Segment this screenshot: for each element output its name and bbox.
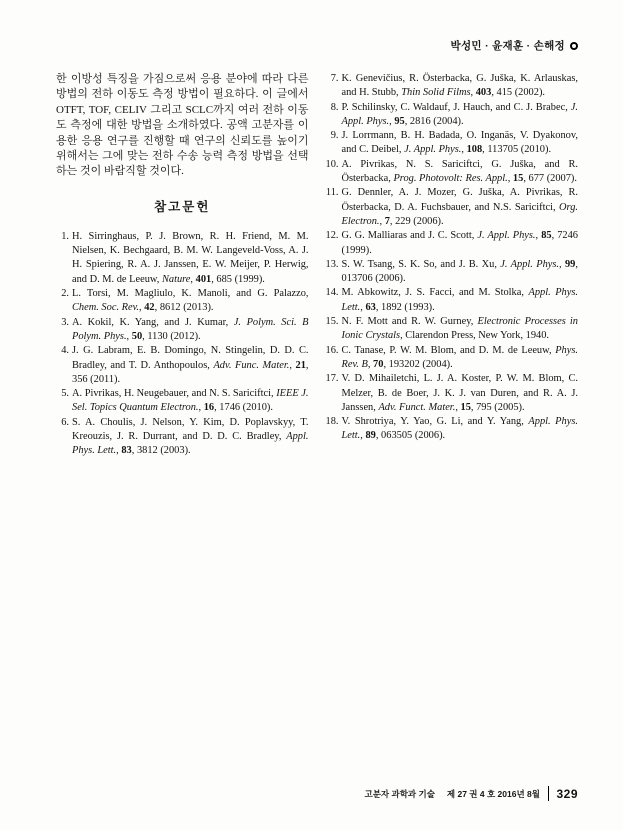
reference-text-segment: , 685 (1999).: [211, 273, 265, 285]
reference-text-segment: V. Shrotriya, Y. Yao, G. Li, and Y. Yang,: [341, 416, 529, 428]
reference-text-segment: P. Schilinsky, C. Waldauf, J. Hauch, and C. J. Brabec,: [341, 101, 571, 113]
reference-text-segment: M. Abkowitz, J. S. Facci, and M. Stolka,: [341, 287, 529, 299]
references-heading: 참고문헌: [154, 199, 211, 214]
reference-text-segment: 70: [373, 358, 384, 370]
reference-text-segment: , 356 (2011).: [72, 359, 309, 385]
reference-text-segment: Electronic Processes in Ionic Crystals: [341, 316, 578, 342]
reference-text-segment: 42: [144, 302, 155, 314]
running-head-authors: 박성민 · 윤재훈 · 손해정: [450, 40, 565, 52]
reference-text-segment: ,: [507, 173, 513, 185]
reference-text-segment: 95: [394, 115, 405, 127]
reference-item: [56, 416, 309, 459]
reference-text-segment: , 795 (2005).: [470, 401, 525, 413]
reference-text-segment: Appl. Phys. Lett.: [72, 431, 309, 457]
reference-text-segment: J. Appl. Phys.: [404, 144, 462, 156]
reference-text-segment: ,: [360, 301, 366, 313]
reference-number: 2.: [61, 288, 69, 300]
reference-text-segment: , 013706 (2006).: [341, 258, 578, 285]
reference-text-segment: J. Appl. Phys.: [500, 258, 560, 270]
reference-number: 4.: [61, 345, 69, 357]
reference-text-segment: ,: [190, 273, 196, 285]
reference-text-segment: 15: [512, 173, 524, 185]
reference-text-segment: 50: [131, 330, 143, 342]
reference-text-segment: G. Dennler, A. J. Mozer, G. Juška, A. Pivrikas, R. Österbacka, D. A. Fuchsbauer, and N.S. Sariciftci,: [341, 187, 578, 213]
reference-text-segment: , 1746 (2010).: [214, 402, 273, 414]
reference-text-segment: , 7246 (1999).: [341, 230, 579, 256]
reference-number: 18.: [325, 416, 339, 428]
reference-number: 16.: [325, 344, 339, 356]
reference-item: [326, 101, 579, 130]
reference-text-segment: 85: [541, 230, 552, 242]
reference-text-segment: , 113705 (2010).: [482, 144, 552, 156]
reference-text-segment: Nature: [161, 273, 191, 285]
reference-text-segment: G. G. Malliaras and J. C. Scott,: [341, 230, 478, 242]
reference-item: [326, 186, 579, 229]
reference-item: [326, 258, 579, 287]
reference-item: [326, 158, 579, 187]
corresponding-author-ring-icon: [570, 42, 578, 50]
reference-number: 1.: [61, 230, 69, 242]
reference-text-segment: ,: [455, 401, 461, 413]
reference-text-segment: 83: [121, 445, 132, 457]
reference-text-segment: 403: [475, 87, 492, 99]
reference-number: 7.: [330, 73, 339, 84]
reference-item: [326, 129, 579, 158]
reference-item: [326, 372, 579, 415]
reference-text-segment: 89: [365, 430, 376, 442]
reference-text-segment: , 415 (2002).: [491, 87, 546, 99]
reference-item: [56, 387, 309, 416]
reference-text-segment: , Clarendon Press, New York, 1940.: [400, 330, 550, 342]
footer-divider: [548, 786, 550, 801]
reference-number: 17.: [325, 373, 339, 385]
reference-text-segment: A. Kokil, K. Yang, and J. Kumar,: [72, 316, 234, 328]
reference-text-segment: IEEE J. Sel. Topics Quantum Electron.: [72, 388, 309, 414]
reference-text-segment: J. Polym. Sci. B Polym. Phys.: [72, 316, 309, 342]
reference-text-segment: Adv. Func. Mater.: [213, 359, 290, 371]
reference-text-segment: ,: [379, 215, 385, 227]
reference-text-segment: Prog. Photovolt: Res. Appl.: [393, 173, 508, 185]
reference-text-segment: , 1892 (1993).: [375, 301, 435, 313]
reference-text-segment: Appl. Phys. Lett.: [341, 287, 578, 313]
reference-text-segment: , 229 (2006).: [389, 215, 444, 227]
reference-item: [326, 286, 579, 315]
reference-text-segment: N. F. Mott and R. W. Gurney,: [341, 316, 478, 328]
reference-text-segment: A. Pivrikas, N. S. Sariciftci, G. Juška, and R. Österbacka,: [341, 158, 578, 185]
reference-number: 5.: [61, 388, 69, 400]
reference-number: 10.: [325, 158, 339, 170]
reference-text-segment: , 1130 (2012).: [142, 330, 201, 342]
reference-item: [56, 287, 309, 316]
left-column: [56, 72, 309, 459]
reference-text-segment: C. Tanase, P. W. M. Blom, and D. M. de Leeuw,: [341, 344, 556, 356]
reference-text-segment: ,: [126, 330, 132, 342]
reference-text-segment: , 193202 (2004).: [383, 358, 453, 370]
reference-text-segment: ,: [289, 359, 296, 371]
right-column: [326, 72, 579, 459]
reference-text-segment: 63: [365, 301, 376, 313]
reference-text-segment: J. Lorrmann, B. H. Badada, O. Inganäs, V. Dyakonov, and C. Deibel,: [341, 130, 578, 156]
reference-item: [326, 72, 579, 101]
reference-number: 8.: [330, 101, 339, 113]
body-columns: [56, 72, 578, 459]
reference-text-segment: ,: [139, 302, 145, 314]
reference-text-segment: ,: [470, 87, 476, 99]
reference-item: [326, 415, 579, 444]
reference-number: 11.: [325, 187, 339, 199]
reference-number: 15.: [325, 316, 339, 328]
reference-list-right: [326, 72, 579, 444]
reference-text-segment: Adv. Funct. Mater.: [378, 401, 456, 413]
reference-text-segment: A. Pivrikas, H. Neugebauer, and N. S. Sariciftci,: [72, 388, 277, 400]
reference-text-segment: L. Torsi, M. Magliulo, K. Manoli, and G. Palazzo,: [72, 288, 309, 300]
reference-text-segment: S. A. Choulis, J. Nelson, Y. Kim, D. Poplavskyy, T. Kreouzis, J. R. Durrant, and D. D. C. Bradley,: [72, 416, 309, 442]
reference-text-segment: 401: [195, 273, 212, 285]
reference-number: 12.: [325, 230, 339, 242]
reference-text-segment: Phys. Rev. B: [341, 344, 578, 370]
reference-text-segment: S. W. Tsang, S. K. So, and J. B. Xu,: [341, 258, 501, 270]
reference-text-segment: 21: [295, 359, 306, 371]
reference-text-segment: ,: [367, 358, 374, 370]
reference-item: [56, 316, 309, 345]
reference-text-segment: ,: [198, 402, 204, 414]
reference-text-segment: 108: [466, 144, 483, 156]
reference-text-segment: K. Genevičius, R. Österbacka, G. Juška, K. Arlauskas, and H. Stubb,: [341, 73, 578, 99]
reference-item: [56, 344, 309, 387]
reference-number: 13.: [325, 258, 339, 270]
reference-text-segment: , 063505 (2006).: [375, 430, 446, 442]
reference-text-segment: Thin Solid Films: [401, 87, 471, 99]
reference-text-segment: 15: [460, 401, 471, 413]
reference-item: [326, 229, 579, 258]
reference-text-segment: ,: [389, 115, 395, 127]
footer-journal-title: 고분자 과학과 기술: [364, 788, 435, 799]
reference-number: 14.: [325, 287, 339, 299]
reference-text-segment: Appl. Phys. Lett.: [341, 416, 578, 442]
reference-text-segment: J. Appl. Phys.: [341, 101, 578, 127]
reference-item: [326, 344, 579, 373]
reference-text-segment: 99: [564, 258, 576, 270]
running-head: [56, 38, 578, 53]
reference-text-segment: 16: [203, 402, 215, 414]
intro-paragraph: 한 이방성 특징을 가짐으로써 응용 분야에 따라 다른 방법의 전하 이동도 측정 방법이 필요하다. 이 글에서 OTFT, TOF, CELIV 그리고 SCLC까지 여러 전하 이동도 측정에 대한 방법을 소개하였다. 공액 고분자를 이용한 응용 연구를 진행할 때 연구의 신뢰도를 높이기 위해서는 그에 맞는 전하 수송 능력 측정 방법을 선택 하는 것이 바람직할 것이다.: [56, 73, 309, 178]
footer-issue-info: 제 27 권 4 호 2016년 8월: [446, 788, 540, 799]
reference-text-segment: , 8612 (2013).: [154, 302, 214, 314]
reference-item: [326, 315, 579, 344]
page-number: 329: [556, 786, 578, 801]
reference-text-segment: H. Sirringhaus, P. J. Brown, R. H. Friend, M. M. Nielsen, K. Bechgaard, B. M. W. Langeveld-Voss, A. J. H. Spiering, R. A. J. Janssen, E. W. Meijer, P. Herwig, and D. M. de Leeuw,: [72, 230, 309, 285]
reference-list-left: [56, 230, 309, 459]
reference-text-segment: ,: [116, 445, 122, 457]
reference-text-segment: 7: [384, 215, 390, 227]
reference-text-segment: V. D. Mihailetchi, L. J. A. Koster, P. W. M. Blom, C. Melzer, B. de Boer, J. K. J. van Duren, and R. A. J. Janssen,: [341, 373, 578, 413]
reference-number: 3.: [61, 316, 69, 328]
reference-text-segment: ,: [461, 144, 467, 156]
reference-text-segment: Chem. Soc. Rev.: [72, 302, 140, 314]
reference-text-segment: Org. Electron.: [341, 201, 578, 227]
reference-text-segment: ,: [360, 430, 366, 442]
reference-text-segment: , 3812 (2003).: [131, 445, 191, 457]
reference-text-segment: , 2816 (2004).: [404, 115, 464, 127]
reference-number: 6.: [61, 416, 69, 428]
reference-number: 9.: [330, 130, 339, 142]
footer: [365, 786, 579, 801]
reference-text-segment: J. Appl. Phys.: [477, 230, 536, 242]
reference-text-segment: ,: [535, 230, 542, 242]
reference-item: [56, 230, 309, 287]
reference-text-segment: J. G. Labram, E. B. Domingo, N. Stingelin, D. D. C. Bradley, and T. D. Anthopoulos,: [72, 345, 309, 371]
reference-text-segment: , 677 (2007).: [523, 173, 577, 185]
reference-text-segment: ,: [559, 258, 565, 270]
